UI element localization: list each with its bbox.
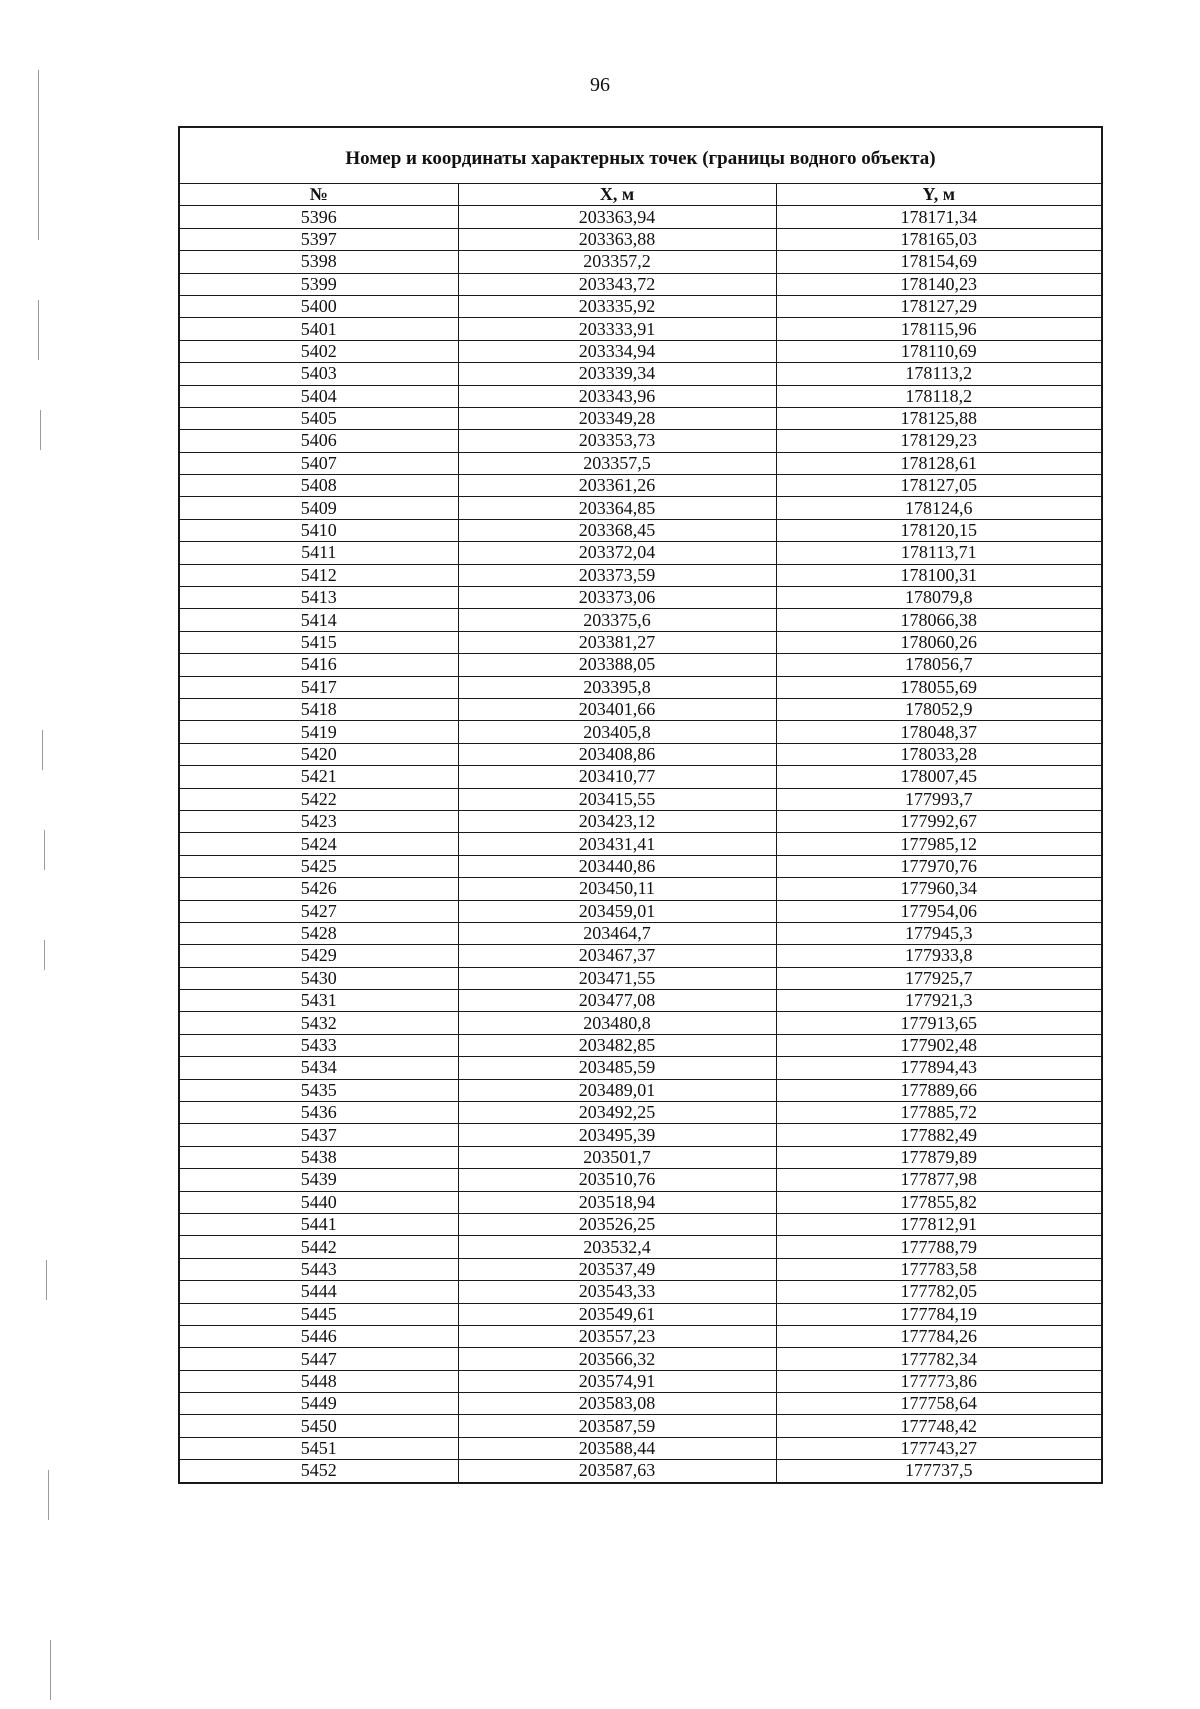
x-coordinate-cell: 203583,08 xyxy=(458,1393,776,1415)
x-coordinate-cell: 203333,91 xyxy=(458,318,776,340)
scan-artifact-line xyxy=(44,940,45,970)
table-row xyxy=(179,497,1102,519)
y-coordinate-cell: 177743,27 xyxy=(776,1437,1102,1459)
table-row xyxy=(179,922,1102,944)
table-row xyxy=(179,1191,1102,1213)
point-number-cell: 5450 xyxy=(179,1415,458,1437)
y-coordinate-cell: 177879,89 xyxy=(776,1146,1102,1168)
table-row xyxy=(179,810,1102,832)
table-row xyxy=(179,743,1102,765)
point-number-cell: 5451 xyxy=(179,1437,458,1459)
y-coordinate-cell: 177788,79 xyxy=(776,1236,1102,1258)
x-coordinate-cell: 203405,8 xyxy=(458,721,776,743)
table-row xyxy=(179,295,1102,317)
x-coordinate-cell: 203361,26 xyxy=(458,475,776,497)
y-coordinate-cell: 177993,7 xyxy=(776,788,1102,810)
point-number-cell: 5402 xyxy=(179,340,458,362)
table-row xyxy=(179,609,1102,631)
table-row xyxy=(179,1213,1102,1235)
table-row xyxy=(179,900,1102,922)
table-row xyxy=(179,206,1102,228)
y-coordinate-cell: 178052,9 xyxy=(776,698,1102,720)
point-number-cell: 5405 xyxy=(179,407,458,429)
x-coordinate-cell: 203343,72 xyxy=(458,273,776,295)
y-coordinate-cell: 178033,28 xyxy=(776,743,1102,765)
x-coordinate-cell: 203526,25 xyxy=(458,1213,776,1235)
header-number: № xyxy=(179,184,458,206)
point-number-cell: 5439 xyxy=(179,1169,458,1191)
coordinates-table xyxy=(178,126,1103,1484)
table-row xyxy=(179,475,1102,497)
y-coordinate-cell: 178079,8 xyxy=(776,587,1102,609)
scan-artifact-line xyxy=(48,1470,49,1520)
x-coordinate-cell: 203375,6 xyxy=(458,609,776,631)
scan-artifact-line xyxy=(50,1640,51,1700)
table-row xyxy=(179,631,1102,653)
y-coordinate-cell: 178125,88 xyxy=(776,407,1102,429)
x-coordinate-cell: 203395,8 xyxy=(458,676,776,698)
x-coordinate-cell: 203588,44 xyxy=(458,1437,776,1459)
table-title: Номер и координаты характерных точек (границы водного объекта) xyxy=(179,127,1102,184)
point-number-cell: 5420 xyxy=(179,743,458,765)
point-number-cell: 5429 xyxy=(179,945,458,967)
y-coordinate-cell: 178048,37 xyxy=(776,721,1102,743)
point-number-cell: 5418 xyxy=(179,698,458,720)
x-coordinate-cell: 203557,23 xyxy=(458,1325,776,1347)
table-row xyxy=(179,1325,1102,1347)
point-number-cell: 5435 xyxy=(179,1079,458,1101)
x-coordinate-cell: 203489,01 xyxy=(458,1079,776,1101)
point-number-cell: 5416 xyxy=(179,654,458,676)
x-coordinate-cell: 203482,85 xyxy=(458,1034,776,1056)
point-number-cell: 5411 xyxy=(179,542,458,564)
point-number-cell: 5427 xyxy=(179,900,458,922)
table-row xyxy=(179,1460,1102,1483)
x-coordinate-cell: 203334,94 xyxy=(458,340,776,362)
point-number-cell: 5407 xyxy=(179,452,458,474)
point-number-cell: 5406 xyxy=(179,430,458,452)
table-row xyxy=(179,833,1102,855)
y-coordinate-cell: 178127,29 xyxy=(776,295,1102,317)
table-row xyxy=(179,1102,1102,1124)
table-row xyxy=(179,587,1102,609)
x-coordinate-cell: 203566,32 xyxy=(458,1348,776,1370)
table-row xyxy=(179,1303,1102,1325)
point-number-cell: 5414 xyxy=(179,609,458,631)
x-coordinate-cell: 203464,7 xyxy=(458,922,776,944)
point-number-cell: 5436 xyxy=(179,1102,458,1124)
point-number-cell: 5413 xyxy=(179,587,458,609)
x-coordinate-cell: 203532,4 xyxy=(458,1236,776,1258)
x-coordinate-cell: 203549,61 xyxy=(458,1303,776,1325)
x-coordinate-cell: 203368,45 xyxy=(458,519,776,541)
point-number-cell: 5401 xyxy=(179,318,458,340)
y-coordinate-cell: 177783,58 xyxy=(776,1258,1102,1280)
x-coordinate-cell: 203431,41 xyxy=(458,833,776,855)
table-row xyxy=(179,228,1102,250)
table-row xyxy=(179,788,1102,810)
x-coordinate-cell: 203480,8 xyxy=(458,1012,776,1034)
point-number-cell: 5408 xyxy=(179,475,458,497)
table-row xyxy=(179,340,1102,362)
table-row xyxy=(179,273,1102,295)
x-coordinate-cell: 203388,05 xyxy=(458,654,776,676)
y-coordinate-cell: 178055,69 xyxy=(776,676,1102,698)
point-number-cell: 5396 xyxy=(179,206,458,228)
table-row xyxy=(179,385,1102,407)
point-number-cell: 5417 xyxy=(179,676,458,698)
scan-artifact-line xyxy=(46,1260,47,1300)
x-coordinate-cell: 203335,92 xyxy=(458,295,776,317)
table-row xyxy=(179,318,1102,340)
point-number-cell: 5421 xyxy=(179,766,458,788)
table-row xyxy=(179,1079,1102,1101)
point-number-cell: 5410 xyxy=(179,519,458,541)
x-coordinate-cell: 203410,77 xyxy=(458,766,776,788)
point-number-cell: 5431 xyxy=(179,990,458,1012)
page-number: 96 xyxy=(590,74,610,96)
x-coordinate-cell: 203343,96 xyxy=(458,385,776,407)
table-body xyxy=(179,206,1102,1483)
y-coordinate-cell: 178124,6 xyxy=(776,497,1102,519)
x-coordinate-cell: 203450,11 xyxy=(458,878,776,900)
x-coordinate-cell: 203471,55 xyxy=(458,967,776,989)
y-coordinate-cell: 177782,34 xyxy=(776,1348,1102,1370)
x-coordinate-cell: 203518,94 xyxy=(458,1191,776,1213)
table-row xyxy=(179,1034,1102,1056)
point-number-cell: 5440 xyxy=(179,1191,458,1213)
y-coordinate-cell: 178128,61 xyxy=(776,452,1102,474)
point-number-cell: 5447 xyxy=(179,1348,458,1370)
table-row xyxy=(179,654,1102,676)
table-row xyxy=(179,878,1102,900)
point-number-cell: 5448 xyxy=(179,1370,458,1392)
y-coordinate-cell: 177758,64 xyxy=(776,1393,1102,1415)
y-coordinate-cell: 177913,65 xyxy=(776,1012,1102,1034)
y-coordinate-cell: 177748,42 xyxy=(776,1415,1102,1437)
point-number-cell: 5425 xyxy=(179,855,458,877)
table-row xyxy=(179,407,1102,429)
x-coordinate-cell: 203537,49 xyxy=(458,1258,776,1280)
table-row xyxy=(179,721,1102,743)
point-number-cell: 5400 xyxy=(179,295,458,317)
y-coordinate-cell: 177855,82 xyxy=(776,1191,1102,1213)
point-number-cell: 5403 xyxy=(179,363,458,385)
point-number-cell: 5423 xyxy=(179,810,458,832)
table-row xyxy=(179,430,1102,452)
y-coordinate-cell: 177885,72 xyxy=(776,1102,1102,1124)
table-row xyxy=(179,990,1102,1012)
table-row xyxy=(179,1258,1102,1280)
y-coordinate-cell: 177921,3 xyxy=(776,990,1102,1012)
scan-artifact-line xyxy=(38,300,39,360)
x-coordinate-cell: 203440,86 xyxy=(458,855,776,877)
x-coordinate-cell: 203423,12 xyxy=(458,810,776,832)
scan-artifact-line xyxy=(44,830,45,870)
table-row xyxy=(179,945,1102,967)
x-coordinate-cell: 203363,94 xyxy=(458,206,776,228)
x-coordinate-cell: 203510,76 xyxy=(458,1169,776,1191)
table-row xyxy=(179,1437,1102,1459)
y-coordinate-cell: 177954,06 xyxy=(776,900,1102,922)
table-row xyxy=(179,1236,1102,1258)
y-coordinate-cell: 177992,67 xyxy=(776,810,1102,832)
y-coordinate-cell: 177970,76 xyxy=(776,855,1102,877)
x-coordinate-cell: 203357,5 xyxy=(458,452,776,474)
point-number-cell: 5412 xyxy=(179,564,458,586)
point-number-cell: 5437 xyxy=(179,1124,458,1146)
point-number-cell: 5452 xyxy=(179,1460,458,1483)
x-coordinate-cell: 203339,34 xyxy=(458,363,776,385)
x-coordinate-cell: 203372,04 xyxy=(458,542,776,564)
point-number-cell: 5404 xyxy=(179,385,458,407)
x-coordinate-cell: 203543,33 xyxy=(458,1281,776,1303)
y-coordinate-cell: 178115,96 xyxy=(776,318,1102,340)
table-row xyxy=(179,766,1102,788)
x-coordinate-cell: 203363,88 xyxy=(458,228,776,250)
y-coordinate-cell: 177782,05 xyxy=(776,1281,1102,1303)
x-coordinate-cell: 203574,91 xyxy=(458,1370,776,1392)
x-coordinate-cell: 203477,08 xyxy=(458,990,776,1012)
x-coordinate-cell: 203349,28 xyxy=(458,407,776,429)
x-coordinate-cell: 203373,59 xyxy=(458,564,776,586)
x-coordinate-cell: 203587,59 xyxy=(458,1415,776,1437)
y-coordinate-cell: 178171,34 xyxy=(776,206,1102,228)
table-row xyxy=(179,452,1102,474)
point-number-cell: 5422 xyxy=(179,788,458,810)
y-coordinate-cell: 177784,26 xyxy=(776,1325,1102,1347)
point-number-cell: 5443 xyxy=(179,1258,458,1280)
point-number-cell: 5434 xyxy=(179,1057,458,1079)
y-coordinate-cell: 177902,48 xyxy=(776,1034,1102,1056)
table-row xyxy=(179,1415,1102,1437)
y-coordinate-cell: 178154,69 xyxy=(776,251,1102,273)
point-number-cell: 5426 xyxy=(179,878,458,900)
y-coordinate-cell: 177889,66 xyxy=(776,1079,1102,1101)
point-number-cell: 5419 xyxy=(179,721,458,743)
table-row xyxy=(179,1124,1102,1146)
scan-artifact-line xyxy=(42,730,43,770)
point-number-cell: 5430 xyxy=(179,967,458,989)
point-number-cell: 5432 xyxy=(179,1012,458,1034)
point-number-cell: 5441 xyxy=(179,1213,458,1235)
point-number-cell: 5442 xyxy=(179,1236,458,1258)
y-coordinate-cell: 178127,05 xyxy=(776,475,1102,497)
header-y: Y, м xyxy=(776,184,1102,206)
table-row xyxy=(179,363,1102,385)
header-x: X, м xyxy=(458,184,776,206)
y-coordinate-cell: 177882,49 xyxy=(776,1124,1102,1146)
point-number-cell: 5398 xyxy=(179,251,458,273)
x-coordinate-cell: 203401,66 xyxy=(458,698,776,720)
y-coordinate-cell: 178007,45 xyxy=(776,766,1102,788)
x-coordinate-cell: 203501,7 xyxy=(458,1146,776,1168)
y-coordinate-cell: 177945,3 xyxy=(776,922,1102,944)
y-coordinate-cell: 178118,2 xyxy=(776,385,1102,407)
point-number-cell: 5415 xyxy=(179,631,458,653)
x-coordinate-cell: 203587,63 xyxy=(458,1460,776,1483)
y-coordinate-cell: 178100,31 xyxy=(776,564,1102,586)
x-coordinate-cell: 203495,39 xyxy=(458,1124,776,1146)
y-coordinate-cell: 177960,34 xyxy=(776,878,1102,900)
y-coordinate-cell: 178165,03 xyxy=(776,228,1102,250)
x-coordinate-cell: 203408,86 xyxy=(458,743,776,765)
point-number-cell: 5433 xyxy=(179,1034,458,1056)
table-row xyxy=(179,564,1102,586)
y-coordinate-cell: 178113,71 xyxy=(776,542,1102,564)
table-row xyxy=(179,698,1102,720)
table-row xyxy=(179,1012,1102,1034)
x-coordinate-cell: 203357,2 xyxy=(458,251,776,273)
y-coordinate-cell: 177773,86 xyxy=(776,1370,1102,1392)
y-coordinate-cell: 178056,7 xyxy=(776,654,1102,676)
point-number-cell: 5397 xyxy=(179,228,458,250)
y-coordinate-cell: 177925,7 xyxy=(776,967,1102,989)
point-number-cell: 5409 xyxy=(179,497,458,519)
x-coordinate-cell: 203467,37 xyxy=(458,945,776,967)
x-coordinate-cell: 203485,59 xyxy=(458,1057,776,1079)
point-number-cell: 5449 xyxy=(179,1393,458,1415)
y-coordinate-cell: 178129,23 xyxy=(776,430,1102,452)
table-row xyxy=(179,1169,1102,1191)
scan-artifact-line xyxy=(40,410,41,450)
x-coordinate-cell: 203415,55 xyxy=(458,788,776,810)
table-row xyxy=(179,1393,1102,1415)
x-coordinate-cell: 203459,01 xyxy=(458,900,776,922)
y-coordinate-cell: 178113,2 xyxy=(776,363,1102,385)
y-coordinate-cell: 177737,5 xyxy=(776,1460,1102,1483)
y-coordinate-cell: 178120,15 xyxy=(776,519,1102,541)
table-row xyxy=(179,1057,1102,1079)
point-number-cell: 5428 xyxy=(179,922,458,944)
x-coordinate-cell: 203373,06 xyxy=(458,587,776,609)
table-row xyxy=(179,251,1102,273)
y-coordinate-cell: 178140,23 xyxy=(776,273,1102,295)
x-coordinate-cell: 203364,85 xyxy=(458,497,776,519)
point-number-cell: 5444 xyxy=(179,1281,458,1303)
table-row xyxy=(179,542,1102,564)
x-coordinate-cell: 203492,25 xyxy=(458,1102,776,1124)
point-number-cell: 5445 xyxy=(179,1303,458,1325)
point-number-cell: 5424 xyxy=(179,833,458,855)
point-number-cell: 5446 xyxy=(179,1325,458,1347)
table-row xyxy=(179,1370,1102,1392)
y-coordinate-cell: 177933,8 xyxy=(776,945,1102,967)
point-number-cell: 5438 xyxy=(179,1146,458,1168)
y-coordinate-cell: 177812,91 xyxy=(776,1213,1102,1235)
table-row xyxy=(179,519,1102,541)
table-row xyxy=(179,855,1102,877)
y-coordinate-cell: 177877,98 xyxy=(776,1169,1102,1191)
y-coordinate-cell: 177985,12 xyxy=(776,833,1102,855)
x-coordinate-cell: 203381,27 xyxy=(458,631,776,653)
y-coordinate-cell: 177894,43 xyxy=(776,1057,1102,1079)
y-coordinate-cell: 178110,69 xyxy=(776,340,1102,362)
table-row xyxy=(179,967,1102,989)
point-number-cell: 5399 xyxy=(179,273,458,295)
table-row xyxy=(179,1281,1102,1303)
table-row xyxy=(179,1348,1102,1370)
table-row xyxy=(179,1146,1102,1168)
y-coordinate-cell: 177784,19 xyxy=(776,1303,1102,1325)
table-row xyxy=(179,676,1102,698)
x-coordinate-cell: 203353,73 xyxy=(458,430,776,452)
y-coordinate-cell: 178066,38 xyxy=(776,609,1102,631)
y-coordinate-cell: 178060,26 xyxy=(776,631,1102,653)
